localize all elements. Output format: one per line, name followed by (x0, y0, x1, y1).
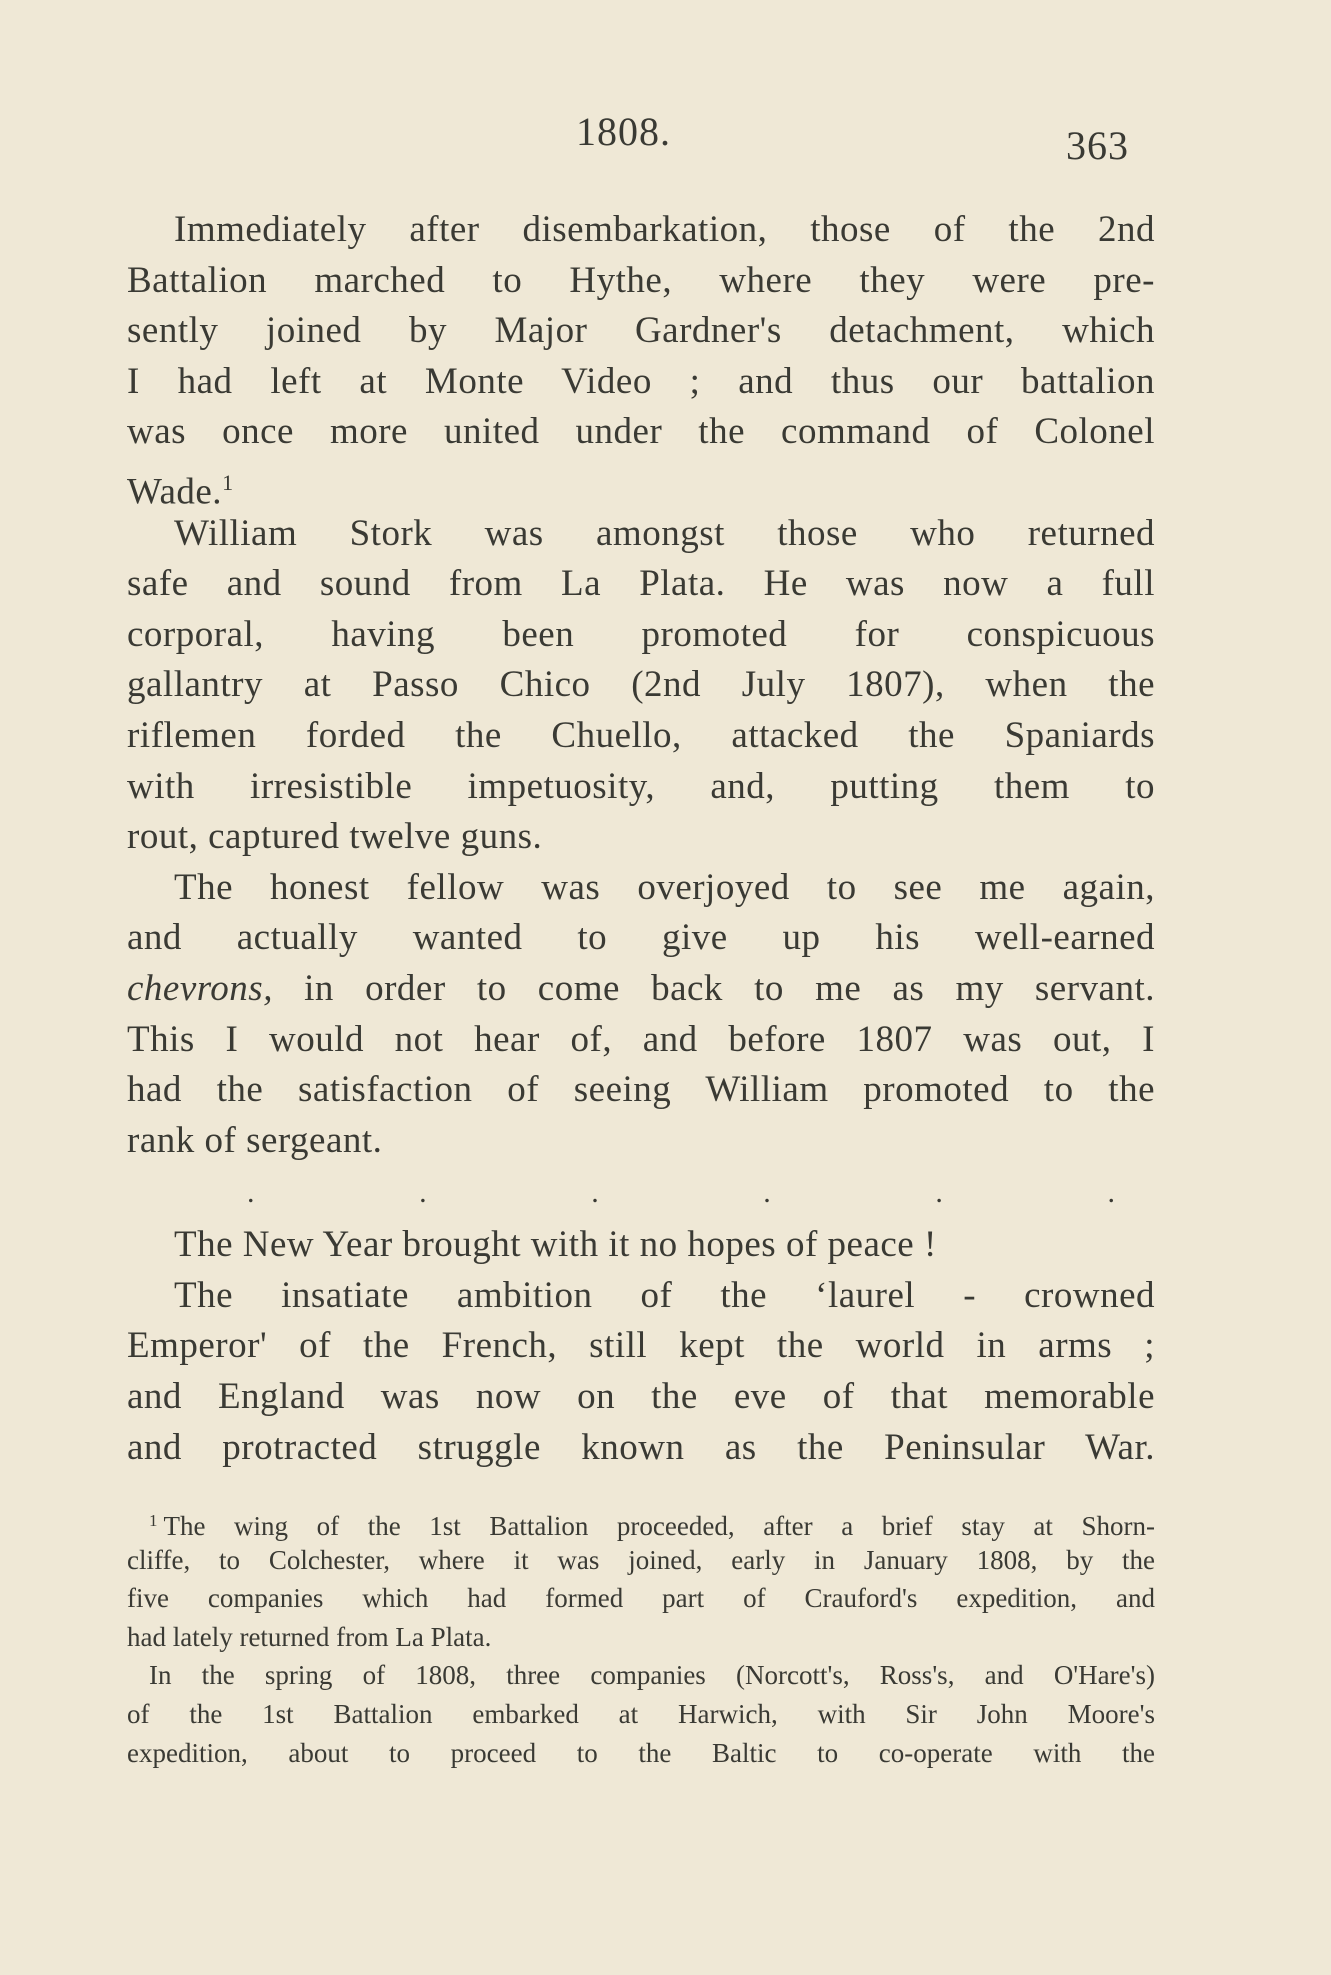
text-line: corporal, having been promoted for conspicuous (127, 613, 1155, 655)
text-line: rout, captured twelve guns. (127, 816, 543, 858)
running-head: 1808. (576, 109, 671, 154)
text-line: and England was now on the eve of that memorable (127, 1376, 1155, 1418)
section-separator (127, 1166, 1155, 1220)
text-line: This I would not hear of, and before 1807 was out, I (127, 1018, 1155, 1060)
footnote-line-text: The wing of the 1st Battalion proceeded, after a brief stay at Shorn- (163, 1511, 1155, 1541)
footnote-line: five companies which had formed part of Crauford's expedition, and (127, 1583, 1155, 1614)
text-line-fragment: Wade. (127, 471, 223, 513)
text-line: The insatiate ambition of the ‘laurel - crowned (174, 1274, 1155, 1316)
separator-dot: . (1107, 1176, 1115, 1210)
footnote-line: had lately returned from La Plata. (127, 1621, 492, 1652)
text-line (127, 458, 1155, 513)
text-line: and actually wanted to give up his well-earned (127, 917, 1155, 959)
footnote-line (127, 1502, 1155, 1541)
text-line-fragment: in order to come back to me as my servant. (272, 967, 1155, 1009)
text-line: gallantry at Passo Chico (2nd July 1807), when the (127, 664, 1155, 706)
text-line: and protracted struggle known as the Peninsular War. (127, 1426, 1155, 1468)
text-line: Battalion marched to Hythe, where they were pre- (127, 259, 1155, 301)
text-line: with irresistible impetuosity, and, putting them to (127, 765, 1155, 807)
text-line: Immediately after disembarkation, those of the 2nd (174, 209, 1155, 250)
text-line: had the satisfaction of seeing William promoted to the (127, 1069, 1155, 1111)
separator-dot: . (591, 1176, 599, 1210)
text-line: rank of sergeant. (127, 1119, 383, 1161)
separator-dot: . (419, 1176, 427, 1210)
text-line: The New Year brought with it no hopes of peace ! (174, 1224, 937, 1266)
footnote-line: expedition, about to proceed to the Baltic to co-operate with the (127, 1737, 1155, 1768)
text-line: I had left at Monte Video ; and thus our battalion (127, 360, 1155, 402)
separator-dot: . (247, 1176, 255, 1210)
footnote-mark: 1 (149, 1511, 158, 1530)
text-line: was once more united under the command of Colonel (127, 411, 1155, 453)
italic-word: chevrons, (127, 967, 273, 1009)
text-line: riflemen forded the Chuello, attacked the Spaniards (127, 714, 1155, 756)
separator-dot: . (935, 1176, 943, 1210)
footnote-reference: 1 (222, 469, 234, 495)
text-line: safe and sound from La Plata. He was now a full (127, 563, 1155, 605)
page-header (0, 108, 1331, 168)
body-text (127, 205, 1155, 1473)
footnote-line: In the spring of 1808, three companies (Norcott's, Ross's, and O'Hare's) (149, 1660, 1155, 1691)
text-line: The honest fellow was overjoyed to see me again, (174, 866, 1155, 908)
text-line (127, 964, 1155, 1015)
footnote-line: cliffe, to Colchester, where it was joined, early in January 1808, by the (127, 1544, 1155, 1575)
text-line: sently joined by Major Gardner's detachment, which (127, 310, 1155, 352)
page-number: 363 (1066, 123, 1129, 168)
text-line: William Stork was amongst those who returned (174, 512, 1155, 554)
footnotes (127, 1502, 1155, 1772)
footnote-line: of the 1st Battalion embarked at Harwich, with Sir John Moore's (127, 1698, 1155, 1729)
separator-dot: . (763, 1176, 771, 1210)
text-line: Emperor' of the French, still kept the world in arms ; (127, 1325, 1155, 1367)
